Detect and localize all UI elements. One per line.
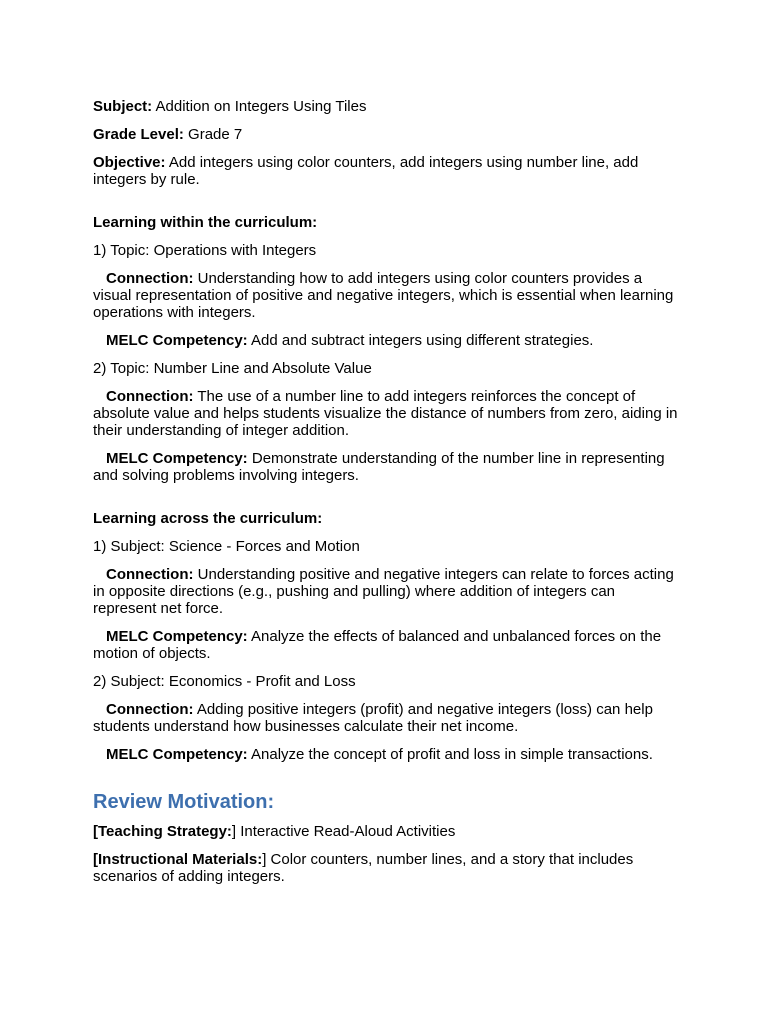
instructional-materials-text: ] Color counters, number lines, and a story that includes scenarios of adding integers. — [93, 851, 634, 885]
across-connection-1 — [93, 566, 678, 617]
connection-label: Connection: — [106, 566, 194, 583]
connection-text: Understanding how to add integers using color counters provides a visual representation of positive and negative integers, which is essential when learning operations with integers. — [93, 270, 674, 321]
within-connection-1 — [93, 270, 678, 321]
connection-label: Connection: — [106, 388, 194, 405]
melc-label: MELC Competency: — [106, 332, 248, 349]
subject-line — [93, 98, 678, 115]
melc-text: Analyze the concept of profit and loss in simple transactions. — [247, 746, 653, 763]
within-melc-1 — [93, 332, 678, 349]
subject-label: Subject: — [93, 98, 153, 115]
connection-label: Connection: — [106, 701, 194, 718]
within-melc-2 — [93, 450, 678, 484]
melc-label: MELC Competency: — [106, 746, 248, 763]
melc-label: MELC Competency: — [106, 450, 248, 467]
teaching-strategy-text: ] Interactive Read-Aloud Activities — [231, 823, 456, 840]
objective-value: Add integers using color counters, add integers using number line, add integers by rule. — [93, 154, 639, 188]
teaching-strategy-label: [Teaching Strategy: — [93, 823, 232, 840]
connection-label: Connection: — [106, 270, 194, 287]
review-motivation-heading: Review Motivation: — [93, 791, 275, 813]
grade-line — [93, 126, 678, 143]
across-heading: Learning across the curriculum: — [93, 510, 323, 527]
across-melc-1 — [93, 628, 678, 662]
grade-value: Grade 7 — [183, 126, 243, 143]
melc-text: Demonstrate understanding of the number line in representing and solving problems involving integers. — [93, 450, 665, 484]
across-connection-2 — [93, 701, 678, 735]
instructional-materials-line — [93, 851, 678, 885]
within-connection-2 — [93, 388, 678, 439]
objective-label: Objective: — [93, 154, 166, 171]
within-heading: Learning within the curriculum: — [93, 214, 318, 231]
within-topic-2: 2) Topic: Number Line and Absolute Value — [93, 360, 372, 377]
document-page — [93, 98, 678, 896]
melc-text: Add and subtract integers using different strategies. — [247, 332, 594, 349]
connection-text: Adding positive integers (profit) and negative integers (loss) can help students understand how businesses calculate their net income. — [93, 701, 653, 735]
melc-text: Analyze the effects of balanced and unbalanced forces on the motion of objects. — [93, 628, 662, 662]
within-topic-1: 1) Topic: Operations with Integers — [93, 242, 317, 259]
melc-label: MELC Competency: — [106, 628, 248, 645]
connection-text: Understanding positive and negative integers can relate to forces acting in opposite directions (e.g., pushing and pulling) where addition of integers can represent net force. — [93, 566, 674, 617]
subject-value: Addition on Integers Using Tiles — [152, 98, 367, 115]
grade-label: Grade Level: — [93, 126, 184, 143]
objective-line — [93, 154, 678, 188]
teaching-strategy-line — [93, 823, 678, 840]
across-topic-1: 1) Subject: Science - Forces and Motion — [93, 538, 360, 555]
across-topic-2: 2) Subject: Economics - Profit and Loss — [93, 673, 356, 690]
across-melc-2 — [93, 746, 678, 763]
connection-text: The use of a number line to add integers reinforces the concept of absolute value and helps students visualize the distance of numbers from zero, aiding in their understanding of integer addition. — [93, 388, 678, 439]
instructional-materials-label: [Instructional Materials: — [93, 851, 263, 868]
